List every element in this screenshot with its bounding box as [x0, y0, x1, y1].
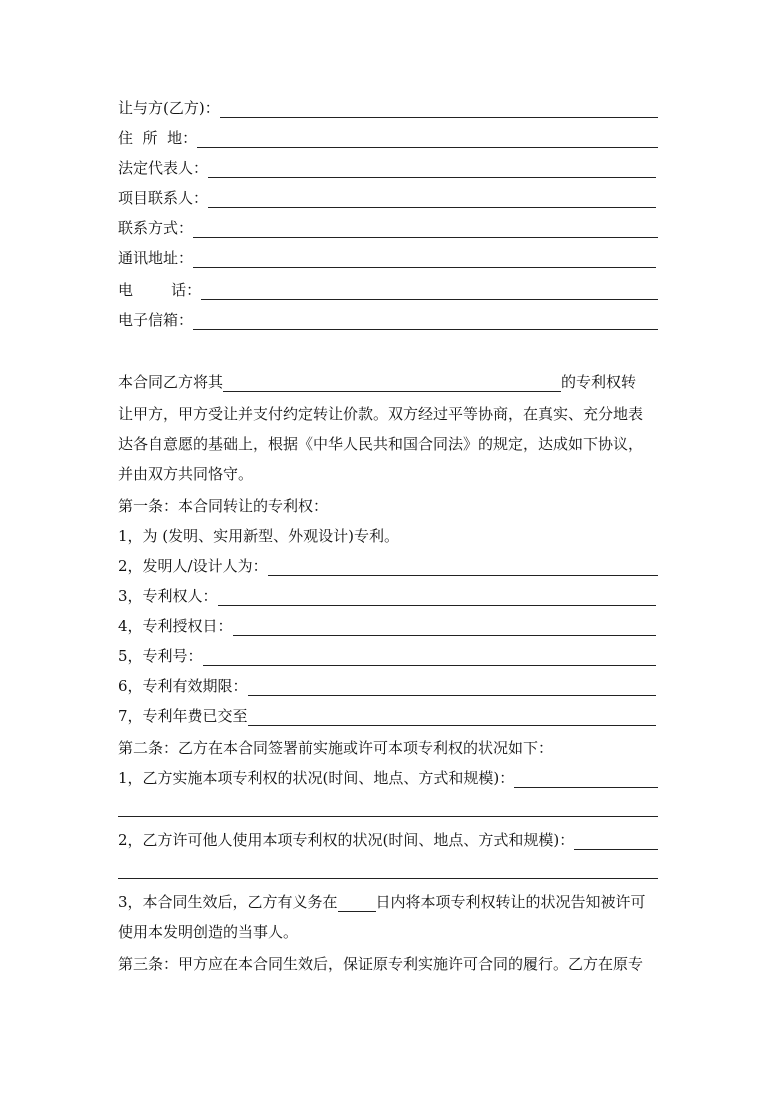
article-1-item-5: 5，专利号：: [118, 647, 203, 665]
project-contact-label: 项目联系人：: [118, 189, 209, 207]
article-1-item-7: 7，专利年费已交至: [118, 707, 248, 725]
article-2-item-1: 1，乙方实施本项专利权的状况(时间、地点、方式和规模)：: [118, 769, 515, 787]
project-contact-row: [118, 188, 656, 208]
legal-rep-row: [118, 158, 656, 178]
intro-line-4: 并由双方共同恪守。: [118, 465, 254, 483]
contact-method-blank: [193, 221, 658, 238]
phone-blank: [201, 283, 658, 300]
mail-address-blank: [193, 251, 656, 268]
email-row: [118, 310, 658, 330]
days-blank: [338, 895, 376, 912]
legal-rep-blank: [208, 161, 656, 178]
email-label: 电子信箱：: [118, 311, 194, 329]
article-1-item-4-row: [118, 616, 656, 636]
self-use-continuation-line: [118, 816, 658, 817]
intro-line-2: 让甲方，甲方受让并支付约定转让价款。双方经过平等协商，在真实、充分地表: [118, 405, 644, 423]
article-1-item-6: 6，专利有效期限：: [118, 677, 248, 695]
intro-line-3: 达各自意愿的基础上，根据《中华人民共和国合同法》的规定，达成如下协议，: [118, 435, 644, 453]
article-2-item-3-prefix: 3，本合同生效后，乙方有义务在: [118, 893, 338, 911]
article-1-item-3-row: [118, 586, 656, 606]
article-1-title: 第一条：本合同转让的专利权：: [118, 497, 329, 515]
article-2-title: 第二条：乙方在本合同签署前实施或许可本项专利权的状况如下：: [118, 739, 554, 757]
article-1-item-4: 4，专利授权日：: [118, 617, 233, 635]
party-b-address-blank: [197, 131, 658, 148]
article-2-item-3-suffix: 日内将本项专利权转让的状况告知被许可: [375, 893, 646, 911]
inventor-blank: [268, 559, 658, 576]
license-status-continuation-line: [118, 878, 658, 879]
article-3-line-1: 第三条：甲方应在本合同生效后，保证原专利实施许可合同的履行。乙方在原专: [118, 955, 644, 973]
project-contact-blank: [208, 191, 656, 208]
contact-method-row: [118, 218, 658, 238]
self-use-blank: [514, 771, 658, 788]
mail-address-label: 通讯地址：: [118, 249, 194, 267]
phone-label: 电 话：: [118, 281, 202, 299]
email-blank: [193, 313, 658, 330]
article-2-item-1-row: [118, 768, 658, 788]
legal-rep-label: 法定代表人：: [118, 159, 209, 177]
contact-method-label: 联系方式：: [118, 219, 194, 237]
intro-prefix: 本合同乙方将其: [118, 373, 224, 391]
article-1-item-2: 2，发明人/设计人为：: [118, 557, 268, 575]
article-1-item-6-row: [118, 676, 656, 696]
license-status-blank: [574, 833, 658, 850]
article-1-item-2-row: [118, 556, 658, 576]
phone-row: [118, 280, 658, 300]
article-1-item-7-row: [118, 706, 656, 726]
validity-period-blank: [248, 679, 656, 696]
article-2-item-3-row: [118, 892, 658, 912]
patentee-blank: [218, 589, 656, 606]
article-1-item-5-row: [118, 646, 656, 666]
article-2-item-2-row: [118, 830, 658, 850]
party-b-address-label: 住 所 地：: [118, 129, 198, 147]
patent-number-blank: [203, 649, 656, 666]
party-b-name-row: [118, 98, 658, 118]
article-1-item-3: 3，专利权人：: [118, 587, 218, 605]
intro-suffix: 的专利权转: [561, 373, 637, 391]
patent-name-blank: [223, 375, 561, 392]
party-b-name-blank: [220, 101, 658, 118]
article-1-item-1: 1，为 (发明、实用新型、外观设计)专利。: [118, 527, 400, 545]
intro-line-1: [118, 372, 658, 392]
annual-fee-blank: [248, 709, 656, 726]
party-b-name-label: 让与方(乙方)：: [118, 99, 220, 117]
article-2-item-2: 2，乙方许可他人使用本项专利权的状况(时间、地点、方式和规模)：: [118, 831, 575, 849]
grant-date-blank: [233, 619, 656, 636]
mail-address-row: [118, 248, 656, 268]
article-2-item-3-line-2: 使用本发明创造的当事人。: [118, 923, 299, 941]
party-b-address-row: [118, 128, 658, 148]
